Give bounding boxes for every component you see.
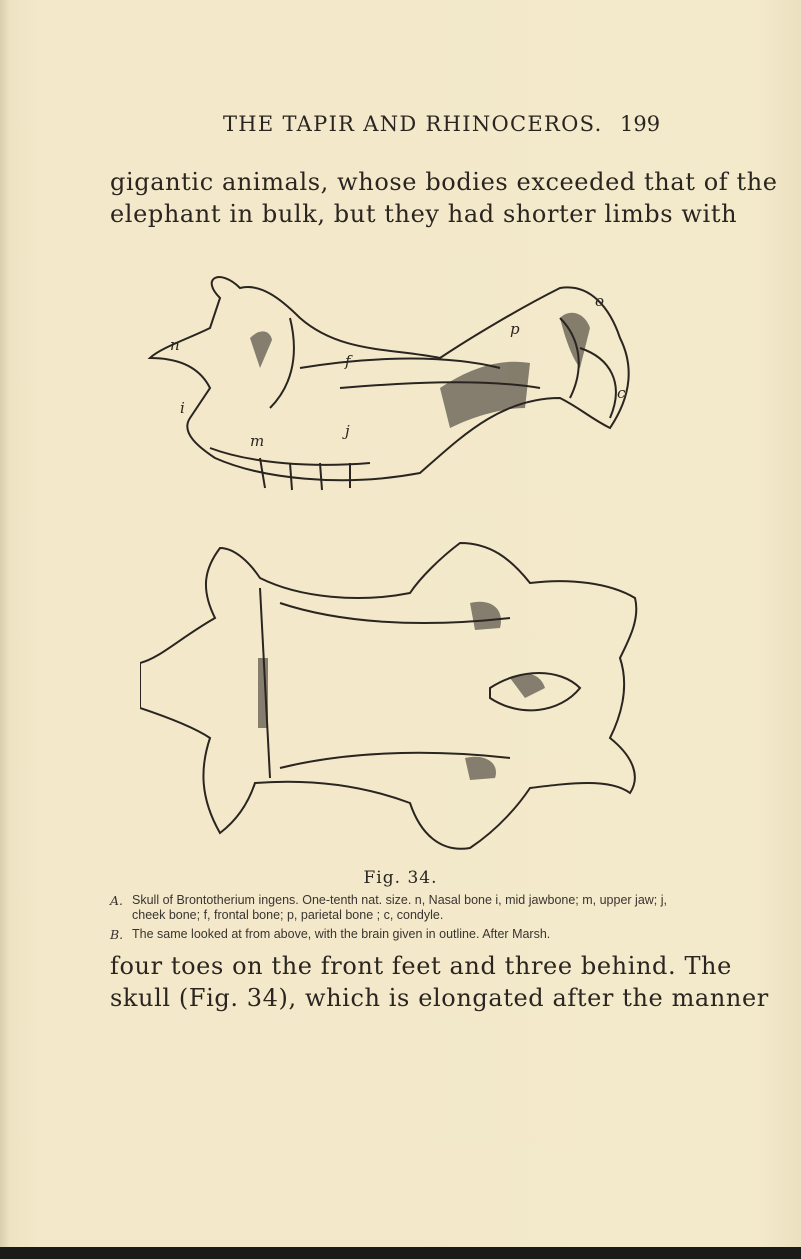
label-n: n <box>170 336 180 354</box>
label-p: p <box>510 320 520 338</box>
legend-a-letter: A. <box>110 893 124 908</box>
legend-a <box>110 893 680 923</box>
label-i: i <box>180 399 185 417</box>
figure-caption: Fig. 34. <box>363 868 438 888</box>
skull-figure <box>140 258 660 858</box>
paragraph-bottom <box>110 950 769 1014</box>
legend-b-text: The same looked at from above, with the brain given in outline. After Marsh. <box>132 927 551 941</box>
running-title: THE TAPIR AND RHINOCEROS. <box>223 112 603 136</box>
label-j: j <box>345 422 350 440</box>
running-head <box>0 112 801 142</box>
text-line: elephant in bulk, but they had shorter limbs with <box>110 200 738 228</box>
text-line: skull (Fig. 34), which is elongated after the manner <box>110 984 769 1012</box>
skull-dorsal-view <box>140 543 636 849</box>
skull-illustration <box>140 258 660 858</box>
legend-b-letter: B. <box>110 927 124 942</box>
label-f: f <box>345 352 351 370</box>
label-m: m <box>250 432 265 450</box>
legend-a-text: Skull of Brontotherium ingens. One-tenth nat. size. n, Nasal bone i, mid jawbone; m, upper jaw; j, cheek bone; f, frontal bone; p, parietal bone ; c, condyle. <box>132 893 667 922</box>
page-number: 199 <box>620 112 661 136</box>
text-line: gigantic animals, whose bodies exceeded that of the <box>110 168 778 196</box>
skull-lateral-shading <box>250 313 590 428</box>
text-line: four toes on the front feet and three behind. The <box>110 952 732 980</box>
label-c: c <box>617 384 626 402</box>
paragraph-top <box>110 166 778 230</box>
legend-b <box>110 927 680 942</box>
label-o: o <box>595 292 605 310</box>
page-bottom-edge <box>0 1247 801 1259</box>
skull-lateral-view <box>150 277 629 490</box>
